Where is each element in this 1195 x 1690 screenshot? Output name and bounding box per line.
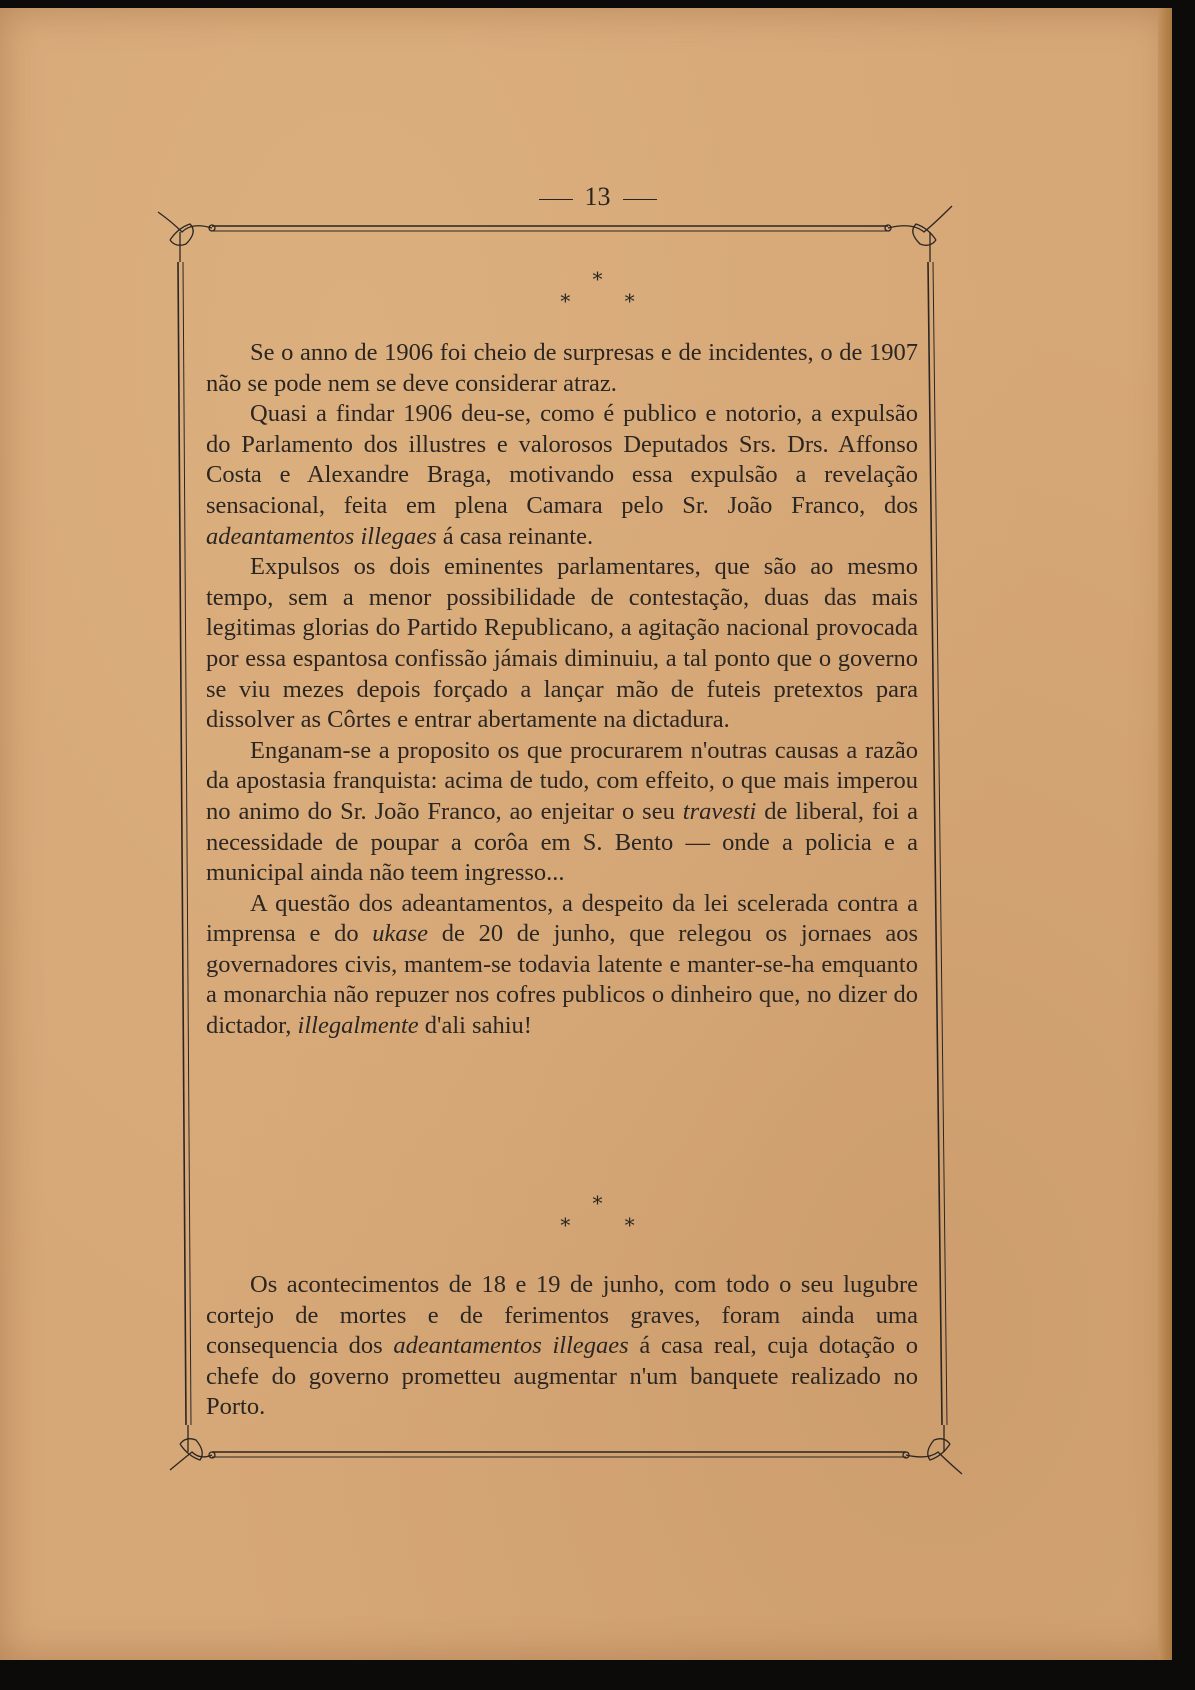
text-run: Quasi a findar 1906 deu-se, como é publico e notorio, a expulsão do Parlamento dos illustres e valorosos Deputados Srs. Drs. Affonso Costa e Alexandre Braga, motivando essa expulsão a revelação sensacional, feita em plena Camara pelo Sr. João Franco, dos xyxy=(206,400,918,519)
section-2-text xyxy=(206,1270,918,1423)
italic-phrase: travesti xyxy=(682,797,757,825)
text-run: A questão dos adeantamentos, a despeito da lei scelerada contra a imprensa e do xyxy=(206,889,918,948)
text-run: Expulsos os dois eminentes parlamentares, que são ao mesmo tempo, sem a menor possibilidade de contestação, duas das mais legitimas glorias do Partido Republicano, a agitação nacional provocada por essa espantosa confissão jámais diminuiu, a tal ponto que o governo se viu mezes depois forçado a lançar mão de futeis pretextos para dissolver as Côrtes e entrar abertamente na dictadura. xyxy=(206,553,918,734)
text-run: d'ali sahiu! xyxy=(418,1012,532,1040)
text-run: á casa reinante. xyxy=(436,522,594,550)
italic-phrase: adeantamentos illegaes xyxy=(206,522,437,550)
asterism-top-star: * xyxy=(592,267,603,291)
asterism-bottom-star: * xyxy=(592,1191,603,1215)
corner-flourish-bottom-left-icon xyxy=(170,1425,215,1470)
paragraph xyxy=(206,552,918,736)
section-1-text xyxy=(206,338,918,1042)
paragraph xyxy=(206,399,918,552)
corner-flourish-top-right-icon xyxy=(885,206,952,262)
text-run: de liberal, foi a necessidade de poupar a corôa em S. Bento — onde a policia e a municipal ainda não teem ingresso... xyxy=(206,797,918,887)
text-run: Enganam-se a proposito os que procurarem n'outras causas a razão da apostasia franquista: acima de tudo, com effeito, o que mais imperou no animo do Sr. João Franco, ao enjeitar o seu xyxy=(206,736,918,825)
asterism-bottom-stars: * * xyxy=(560,1213,659,1237)
asterism-top xyxy=(0,268,1195,312)
italic-phrase: adeantamentos illegaes xyxy=(393,1332,629,1360)
text-run: Se o anno de 1906 foi cheio de surpresas e de incidentes, o de 1907 não se pode nem se deve considerar atraz. xyxy=(206,339,918,397)
text-run: á casa real, cuja dotação o chefe do governo prometteu augmentar n'um banquete realizado no Porto. xyxy=(206,1332,919,1421)
paragraph xyxy=(206,736,918,889)
asterism-top-stars: * * xyxy=(560,289,659,313)
corner-flourish-bottom-right-icon xyxy=(903,1425,962,1474)
text-run: de 20 de junho, que relegou os jornaes aos governadores civis, mantem-se todavia latente e manter-se-ha emquanto a monarchia não repuzer nos cofres publicos o dinheiro que, no dizer do dictador, xyxy=(206,920,918,1040)
paragraph xyxy=(206,1270,918,1423)
asterism-bottom xyxy=(0,1192,1195,1236)
text-run: Os acontecimentos de 18 e 19 de junho, com todo o seu lugubre cortejo de mortes e de ferimentos graves, foram ainda uma consequencia dos xyxy=(206,1271,918,1360)
italic-phrase: illegalmente xyxy=(297,1012,419,1040)
corner-flourish-top-left-icon xyxy=(158,212,215,262)
paragraph xyxy=(206,338,918,399)
paragraph xyxy=(206,889,918,1042)
italic-phrase: ukase xyxy=(372,920,429,948)
page-number-value: 13 xyxy=(584,182,611,211)
frame-left-rule-outer xyxy=(178,262,186,1425)
